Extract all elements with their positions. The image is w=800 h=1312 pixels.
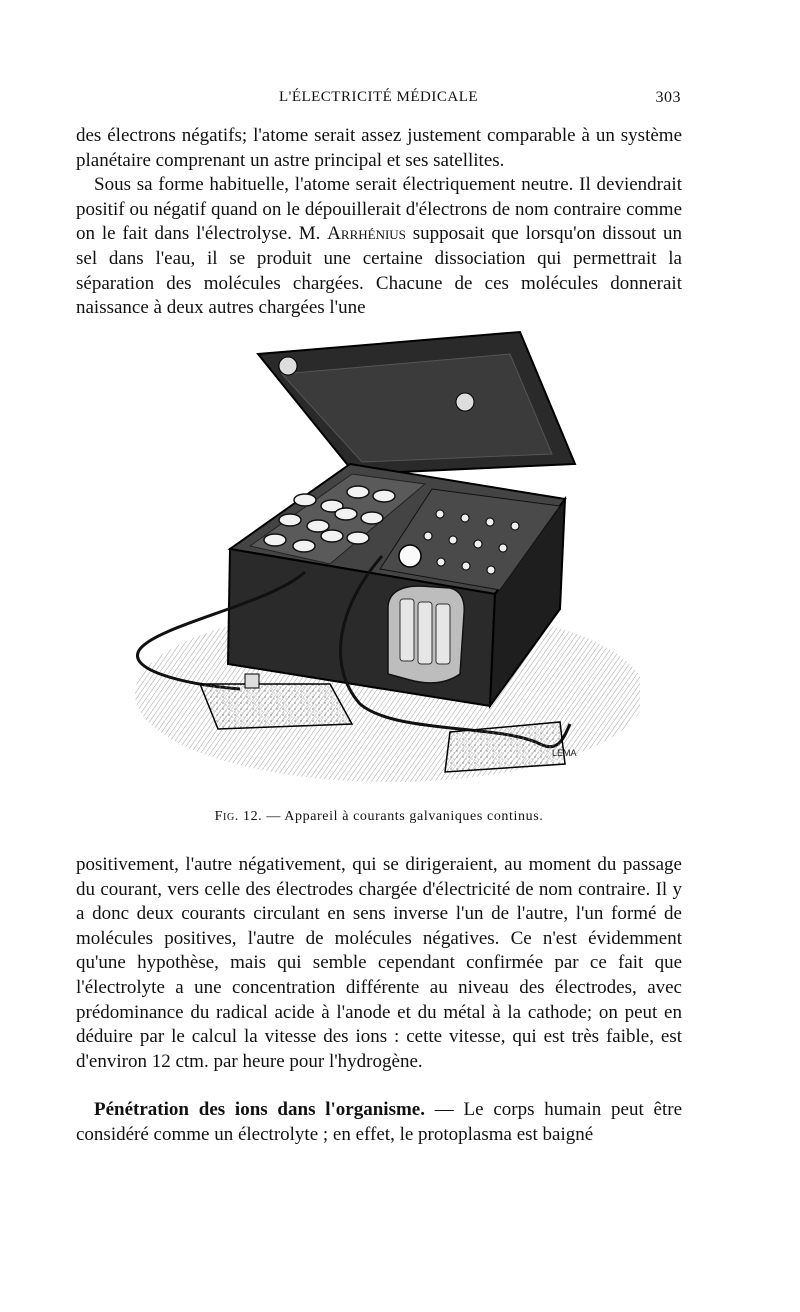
paragraph-ion-penetration — [76, 1098, 682, 1147]
paragraph-ion-currents: positivement, l'autre négativement, qui se dirigeraient, au moment du passage du courant, vers celle des électrodes chargée d'électricité de nom contraire. Il y a donc deux courants circulant en sens inverse l'un de l'autre, l'un formé de molécules positives, l'autre de molécules négatives. Ce n'est évidemment qu'une hypothèse, mais qui semble cependant confirmée par ce fait que l'électrolyte a une concentration différente au niveau des électrodes, avec prédominance du radical acide à l'anode et du métal à la cathode; on peut en déduire par le calcul la vitesse des ions : cette vitesse, qui est très faible, est d'environ 12 ctm. par heure pour l'hydrogène. — [76, 854, 682, 1072]
running-head — [76, 89, 681, 113]
engraver-signature: LEMA — [552, 748, 577, 758]
caption-label: Fig. 12. — [214, 809, 263, 824]
paragraph-atom-start: Sous sa forme habituelle, l'atome serait électriquement neutre. Il deviendrait positif ou négatif quand on le dépouillerait d'électrons de nom contraire comme on le fait dans l'électrolyse. M. — [76, 174, 682, 245]
paragraph-continued-top: des électrons négatifs; l'atome serait assez justement comparable à un système planétaire comprenant un astre principal et ses satellites. — [76, 125, 682, 171]
galvanometer-dial — [399, 545, 421, 567]
section-heading: Pénétration des ions dans l'organisme. — [94, 1099, 425, 1120]
text-block-bottom — [76, 1098, 682, 1147]
box-lid-inner — [282, 354, 552, 462]
page-number: 303 — [655, 89, 681, 106]
paragraph-atom — [76, 173, 682, 321]
caption-text: — Appareil à courants galvaniques continus. — [262, 809, 544, 824]
electrode-handle-left — [245, 674, 259, 688]
galvanic-apparatus-illustration — [120, 324, 640, 792]
author-name: Arrhénius — [327, 223, 406, 245]
text-block-top — [76, 124, 682, 321]
lid-clasp-left — [279, 357, 297, 375]
text-block-middle — [76, 853, 682, 1074]
paragraph-atom-end: supposait que lorsqu'on dissout un sel dans l'eau, il se produit une certaine dissociation qui permettrait la séparation des molécules chargées. Chacune de ces molécules donnerait naissance à deux autres chargées l'une — [76, 223, 682, 319]
figure-caption — [76, 809, 682, 825]
running-title: L'ÉLECTRICITÉ MÉDICALE — [278, 89, 479, 105]
glass-jars — [400, 599, 450, 664]
figure-galvanic-apparatus — [120, 324, 640, 792]
section-text: — Le corps humain peut être considéré comme un électrolyte ; en effet, le protoplasma est baigné — [76, 1099, 683, 1145]
lid-clasp-right — [456, 393, 474, 411]
electrode-pad-left — [200, 684, 352, 729]
